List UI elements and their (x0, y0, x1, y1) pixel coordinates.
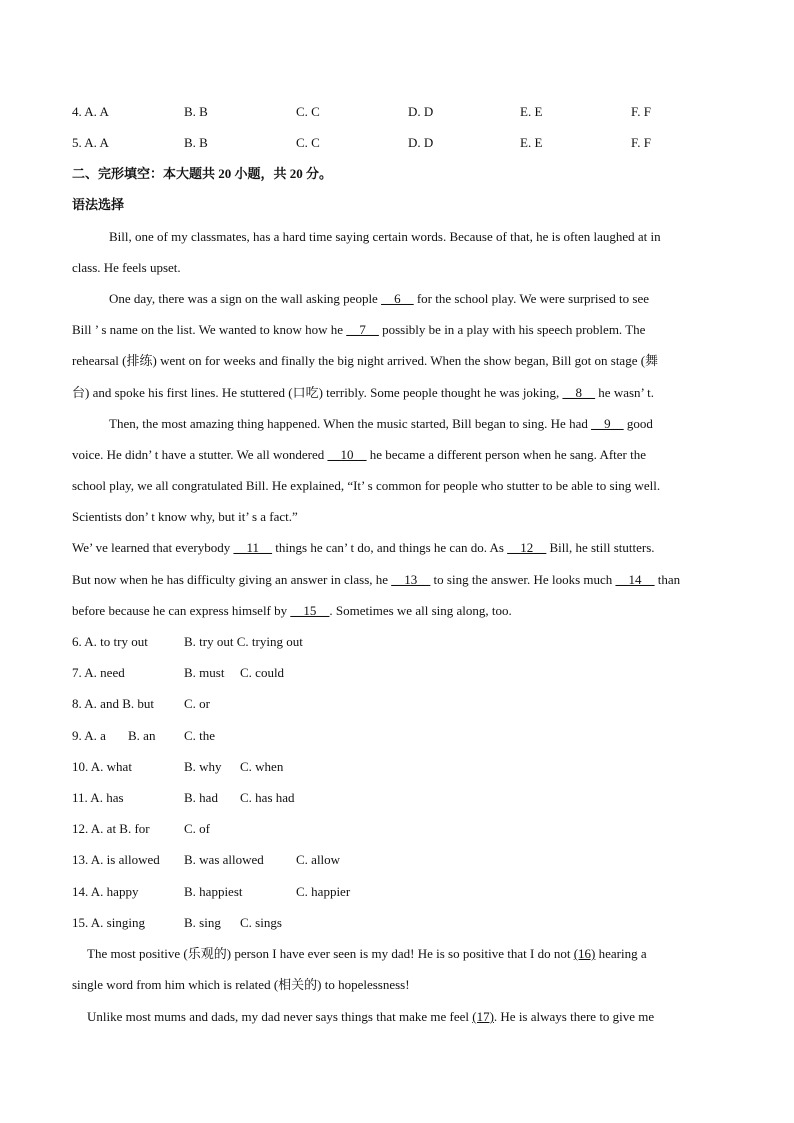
q4-option-c: C. C (296, 104, 320, 119)
passage-line: We’ ve learned that everybody __11__ things he can’ t do, and things he can do. As __12__ Bill, he still stutters. (72, 540, 655, 555)
sub-heading: 语法选择 (72, 197, 125, 212)
question-15-options: 15. A. singing B. sing C. sings (72, 915, 282, 930)
section-heading: 二、完形填空：本大题共 20 小题，共 20 分。 (72, 166, 333, 181)
passage-line: Bill ’ s name on the list. We wanted to know how he __7__ possibly be in a play with his speech problem. The (72, 322, 646, 337)
question-12-options: 12. A. at B. for C. of (72, 821, 210, 836)
blank-8[interactable]: __8__ (562, 385, 596, 400)
blank-7[interactable]: __7__ (346, 322, 379, 337)
passage-line: voice. He didn’ t have a stutter. We all wondered __10__ he became a different person when he sang. After the (72, 447, 647, 462)
passage2-line: Unlike most mums and dads, my dad never says things that make me feel (17). He is always there to give me (87, 1009, 655, 1024)
question-4-options (72, 104, 722, 120)
passage-line: rehearsal (排练) went on for weeks and finally the big night arrived. When the show began, Bill got on stage (舞 (72, 353, 659, 368)
q5-option-e: E. E (520, 135, 543, 150)
q4-option-f: F. F (631, 104, 651, 119)
q5-option-c: C. C (296, 135, 320, 150)
blank-17[interactable]: (17) (472, 1009, 494, 1024)
blank-16[interactable]: (16) (573, 946, 596, 961)
passage-line: 台) and spoke his first lines. He stuttered (口吃) terribly. Some people thought he was joking, __8__ he wasn’ t. (72, 385, 655, 400)
question-6-options: 6. A. to try out B. try out C. trying out (72, 634, 303, 649)
blank-11[interactable]: __11__ (233, 540, 273, 555)
question-5-options (72, 135, 722, 151)
blank-12[interactable]: __12__ (507, 540, 547, 555)
blank-15[interactable]: __15__ (290, 603, 330, 618)
passage-line: But now when he has difficulty giving an answer in class, he __13__ to sing the answer. He looks much __14__ than (72, 572, 681, 587)
question-14-options: 14. A. happy B. happiest C. happier (72, 884, 351, 899)
q5-option-f: F. F (631, 135, 651, 150)
question-11-options: 11. A. has B. had C. has had (72, 790, 295, 805)
q4-option-e: E. E (520, 104, 543, 119)
passage-line: Then, the most amazing thing happened. When the music started, Bill began to sing. He had __9__ good (109, 416, 653, 431)
passage-line: class. He feels upset. (72, 260, 181, 275)
q4-option-a: 4. A. A (72, 104, 109, 119)
q4-option-b: B. B (184, 104, 208, 119)
question-13-options: 13. A. is allowed B. was allowed C. allow (72, 852, 341, 867)
blank-13[interactable]: __13__ (391, 572, 431, 587)
passage-line: before because he can express himself by __15__. Sometimes we all sing along, too. (72, 603, 512, 618)
question-7-options: 7. A. need B. must C. could (72, 665, 285, 680)
blank-10[interactable]: __10__ (327, 447, 367, 462)
question-9-options: 9. A. a B. an C. the (72, 728, 216, 743)
blank-14[interactable]: __14__ (615, 572, 655, 587)
q5-option-a: 5. A. A (72, 135, 109, 150)
blank-6[interactable]: __6__ (381, 291, 414, 306)
passage-line: One day, there was a sign on the wall asking people __6__ for the school play. We were surprised to see (109, 291, 650, 306)
passage2-line: single word from him which is related (相关的) to hopelessness! (72, 977, 410, 992)
passage-line: school play, we all congratulated Bill. He explained, “It’ s common for people who stutter to be able to sing well. (72, 478, 661, 493)
passage-line: Scientists don’ t know why, but it’ s a fact.” (72, 509, 298, 524)
passage-line: Bill, one of my classmates, has a hard time saying certain words. Because of that, he is often laughed at in (109, 229, 661, 244)
passage2-line: The most positive (乐观的) person I have ever seen is my dad! He is so positive that I do not (16) hearing a (87, 946, 647, 961)
blank-9[interactable]: __9__ (591, 416, 624, 431)
question-10-options: 10. A. what B. why C. when (72, 759, 284, 774)
q5-option-d: D. D (408, 135, 434, 150)
question-8-options: 8. A. and B. but C. or (72, 696, 210, 711)
q4-option-d: D. D (408, 104, 434, 119)
q5-option-b: B. B (184, 135, 208, 150)
